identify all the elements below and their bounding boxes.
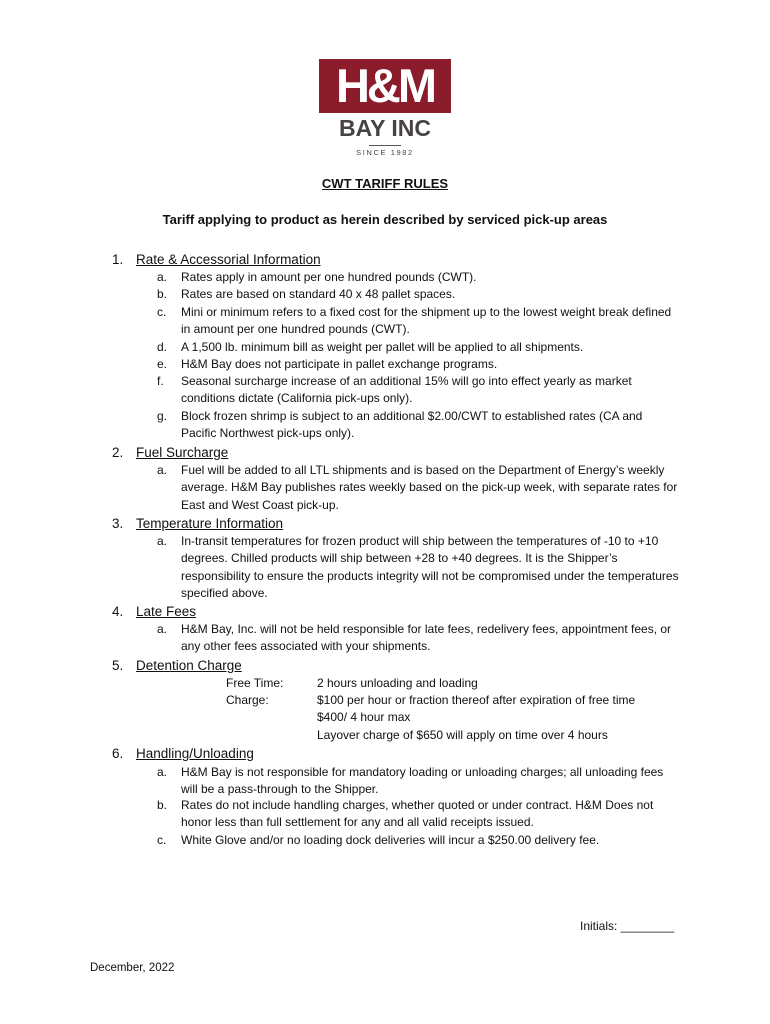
item-letter: b. xyxy=(157,798,168,812)
item-letter: c. xyxy=(157,305,167,319)
item-letter: a. xyxy=(157,463,168,477)
footer-date: December, 2022 xyxy=(90,962,175,974)
item-text: H&M Bay is not responsible for mandatory loading or unloading charges; all unloading fees will be a pass-through to the Shipper. xyxy=(181,765,664,797)
section-title: Fuel Surcharge xyxy=(136,445,229,460)
section-title: Rate & Accessorial Information xyxy=(136,252,321,267)
item-text: H&M Bay, Inc. will not be held responsible for late fees, redelivery fees, appointment fees, or any other fees associated with your shipments. xyxy=(181,622,672,654)
company-logo xyxy=(317,56,453,160)
section-heading-4 xyxy=(112,603,196,620)
item-letter: c. xyxy=(157,833,167,847)
free-time-value: 2 hours unloading and loading xyxy=(317,676,478,690)
section-title: Handling/Unloading xyxy=(136,746,254,761)
initials-line: Initials: ________ xyxy=(580,919,675,933)
free-time-label: Free Time: xyxy=(226,676,284,690)
logo-hm-mark: H&M xyxy=(319,59,451,113)
document-title: CWT TARIFF RULES xyxy=(321,176,449,191)
section-title: Temperature Information xyxy=(136,516,284,531)
logo-since: SINCE 1982 xyxy=(356,148,414,157)
charge-line: $100 per hour or fraction thereof after expiration of free time xyxy=(317,693,636,707)
item-letter: a. xyxy=(157,765,168,779)
charge-line: Layover charge of $650 will apply on time over 4 hours xyxy=(317,728,608,742)
section-number: 2. xyxy=(112,445,124,460)
section-number: 4. xyxy=(112,604,124,619)
section-title: Detention Charge xyxy=(136,658,242,673)
item-text: A 1,500 lb. minimum bill as weight per pallet will be applied to all shipments. xyxy=(181,340,584,354)
item-text: In-transit temperatures for frozen product will ship between the temperatures of -10 to +10 degrees. Chilled products will ship between +28 to +40 degrees. It is the Shipper’s responsibility to ensure the products integrity will not be compromised under the temperatures specified above. xyxy=(181,534,679,600)
item-letter: a. xyxy=(157,270,168,284)
item-letter: g. xyxy=(157,409,168,423)
item-text: Rates apply in amount per one hundred pounds (CWT). xyxy=(181,270,477,284)
item-text: Rates do not include handling charges, whether quoted or under contract. H&M Does not honor less than full settlement for any and all valid receipts issued. xyxy=(181,798,654,830)
section-number: 1. xyxy=(112,252,124,267)
logo-divider xyxy=(369,145,401,146)
section-heading-2 xyxy=(112,444,228,461)
section-title: Late Fees xyxy=(136,604,197,619)
document-subtitle: Tariff applying to product as herein described by serviced pick-up areas xyxy=(162,212,608,227)
section-heading-5 xyxy=(112,657,242,674)
item-text: White Glove and/or no loading dock deliveries will incur a $250.00 delivery fee. xyxy=(181,833,600,847)
item-letter: f. xyxy=(157,374,164,388)
charge-label: Charge: xyxy=(226,693,269,707)
section-heading-3 xyxy=(112,515,283,532)
item-letter: a. xyxy=(157,622,168,636)
section-heading-1 xyxy=(112,251,321,268)
item-text: H&M Bay does not participate in pallet exchange programs. xyxy=(181,357,498,371)
item-text: Seasonal surcharge increase of an additional 15% will go into effect yearly as market conditions dictate (California pick-ups only). xyxy=(181,374,632,406)
section-number: 6. xyxy=(112,746,124,761)
item-text: Fuel will be added to all LTL shipments and is based on the Department of Energy’s weekly average. H&M Bay publishes rates weekly based on the pick-up week, with separate rates for East and West Coast pick-up. xyxy=(181,463,678,512)
item-letter: b. xyxy=(157,287,168,301)
item-text: Mini or minimum refers to a fixed cost for the shipment up to the lowest weight break defined in amount per one hundred pounds (CWT). xyxy=(181,305,672,337)
item-letter: e. xyxy=(157,357,168,371)
section-heading-6 xyxy=(112,745,254,762)
charge-line: $400/ 4 hour max xyxy=(317,710,411,724)
item-letter: d. xyxy=(157,340,168,354)
item-text: Block frozen shrimp is subject to an additional $2.00/CWT to established rates (CA and Pacific Northwest pick-ups only). xyxy=(181,409,643,441)
section-number: 3. xyxy=(112,516,124,531)
logo-bay-inc: BAY INC xyxy=(338,115,432,141)
section-number: 5. xyxy=(112,658,124,673)
item-text: Rates are based on standard 40 x 48 pallet spaces. xyxy=(181,287,456,301)
item-letter: a. xyxy=(157,534,168,548)
